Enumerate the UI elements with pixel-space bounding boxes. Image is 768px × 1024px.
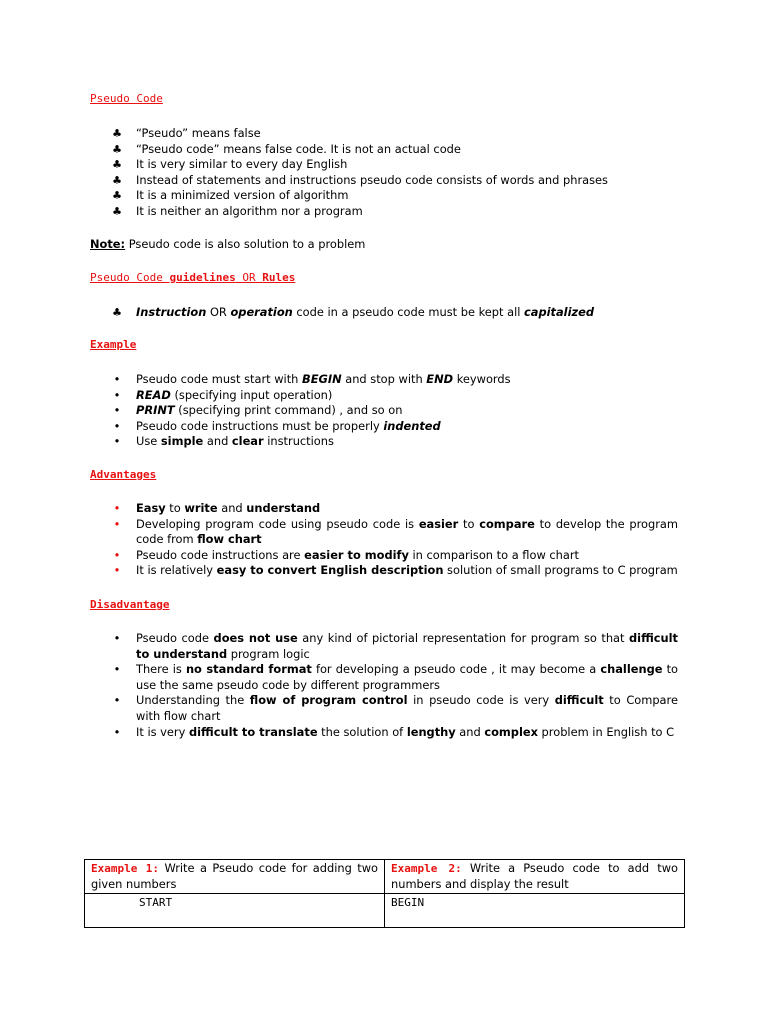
red-bullet-icon: • — [113, 501, 121, 515]
list-item: • Easy to write and understand — [110, 501, 678, 517]
list-item: ♣ “Pseudo” means false — [110, 126, 678, 142]
list-item: • Pseudo code instructions are easier to modify in comparison to a flow chart — [110, 548, 678, 564]
list-item: • There is no standard format for developing a pseudo code , it may become a challenge to use the same pseudo code by different programmers — [110, 662, 678, 693]
club-bullet-icon: ♣ — [112, 158, 122, 172]
example-2-code: BEGIN — [391, 896, 425, 910]
list-item: ♣ Instead of statements and instructions pseudo code consists of words and phrases — [110, 173, 678, 189]
club-bullet-icon: ♣ — [112, 142, 122, 156]
list-item: • Pseudo code must start with BEGIN and stop with END keywords — [110, 372, 678, 388]
pseudo-code-points — [110, 126, 678, 220]
list-item: • Understanding the flow of program control in pseudo code is very difficult to Compare with flow chart — [110, 693, 678, 724]
pseudo-code-heading: Pseudo Code — [90, 92, 163, 105]
red-bullet-icon: • — [113, 547, 121, 562]
bullet-icon: • — [113, 662, 121, 677]
bullet-icon: • — [113, 403, 121, 418]
example-1-label: Example 1: — [91, 862, 160, 875]
example-heading: Example — [90, 338, 137, 351]
disadvantage-heading: Disadvantage — [90, 598, 170, 611]
list-item: • Pseudo code instructions must be properly indented — [110, 419, 678, 435]
list-item: • PRINT (specifying print command) , and so on — [110, 403, 678, 419]
club-bullet-icon: ♣ — [112, 306, 122, 319]
club-bullet-icon: ♣ — [112, 127, 122, 140]
list-item: • Use simple and clear instructions — [110, 434, 678, 450]
example-1-cell — [85, 860, 385, 894]
example-2-text: Write a Pseudo code to add two numbers and display the result — [391, 861, 678, 891]
example-list — [110, 372, 678, 450]
list-item: • It is very difficult to translate the solution of lengthy and complex problem in English to C — [110, 725, 678, 741]
bullet-icon: • — [113, 693, 121, 708]
list-item: ♣ Instruction OR operation code in a pseudo code must be kept all capitalized — [110, 305, 678, 321]
note-line — [90, 237, 365, 251]
example-2-label: Example 2: — [391, 862, 462, 875]
advantages-heading: Advantages — [90, 468, 157, 481]
list-item: ♣ It is neither an algorithm nor a program — [110, 204, 678, 220]
list-item: • Pseudo code does not use any kind of pictorial representation for program so that difficult to understand program logic — [110, 631, 678, 662]
example-1-code-cell — [85, 894, 385, 928]
note-label: Note: — [90, 237, 126, 251]
example-1-text: Write a Pseudo code for adding two given numbers — [91, 861, 378, 891]
table-row — [85, 894, 685, 928]
example-2-cell — [385, 860, 685, 894]
bullet-icon: • — [113, 631, 121, 645]
note-text: Pseudo code is also solution to a problem — [125, 237, 366, 251]
list-item: ♣ “Pseudo code” means false code. It is not an actual code — [110, 142, 678, 158]
bullet-icon: • — [113, 434, 121, 449]
list-item: • READ (specifying input operation) — [110, 388, 678, 404]
disadvantage-list — [110, 631, 678, 740]
table-row — [85, 860, 685, 894]
bullet-icon: • — [113, 387, 121, 402]
red-bullet-icon: • — [113, 516, 121, 531]
list-item: ♣ It is a minimized version of algorithm — [110, 188, 678, 204]
guidelines-rules — [110, 305, 678, 321]
club-bullet-icon: ♣ — [112, 204, 122, 218]
example-1-code: START — [139, 896, 173, 910]
list-item: • It is relatively easy to convert English description solution of small programs to C program — [110, 563, 678, 579]
list-item: • Developing program code using pseudo code is easier to compare to develop the program code from flow chart — [110, 517, 678, 548]
bullet-icon: • — [113, 372, 121, 386]
red-bullet-icon: • — [113, 563, 121, 578]
guidelines-heading: Pseudo Code guidelines OR Rules — [90, 271, 296, 284]
list-item: ♣ It is very similar to every day English — [110, 157, 678, 173]
advantages-list — [110, 501, 678, 579]
example-2-code-cell — [385, 894, 685, 928]
bullet-icon: • — [113, 418, 121, 433]
examples-table — [84, 859, 685, 928]
bullet-icon: • — [113, 724, 121, 739]
club-bullet-icon: ♣ — [112, 189, 122, 203]
club-bullet-icon: ♣ — [112, 173, 122, 187]
